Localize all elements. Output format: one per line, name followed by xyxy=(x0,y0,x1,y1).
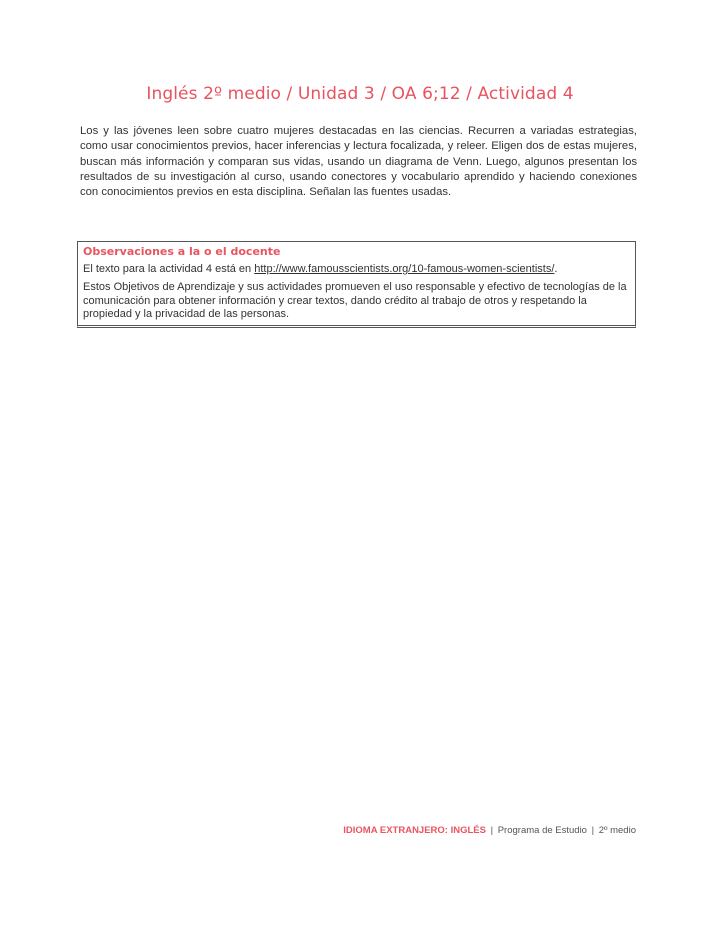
page-title: Inglés 2º medio / Unidad 3 / OA 6;12 / Actividad 4 xyxy=(146,84,574,104)
teacher-observations-box xyxy=(77,241,636,328)
footer-subject: IDIOMA EXTRANJERO: INGLÉS xyxy=(343,825,486,836)
footer-level: 2º medio xyxy=(598,825,636,836)
footer-program: Programa de Estudio xyxy=(497,825,587,836)
footer-separator: | xyxy=(490,825,494,836)
observations-title: Observaciones a la o el docente xyxy=(83,245,281,258)
page-footer xyxy=(343,825,636,836)
link-end-text: . xyxy=(554,263,558,275)
resource-link[interactable]: http://www.famousscientists.org/10-famous-women-scientists/ xyxy=(254,263,555,275)
link-intro-text: El texto para la actividad 4 está en xyxy=(83,263,255,275)
observations-link-line xyxy=(83,262,630,276)
observations-body: Estos Objetivos de Aprendizaje y sus actividades promueven el uso responsable y efectivo de tecnologías de la comunicación para obtener información y crear textos, dando crédito al trabajo de otros y respetando la propiedad y la privacidad de las personas. xyxy=(83,281,627,320)
activity-description: Los y las jóvenes leen sobre cuatro mujeres destacadas en las ciencias. Recurren a variadas estrategias, como usar conocimientos previos, hacer inferencias y lectura focalizada, y releer. Eligen dos de estas mujeres, buscan más información y comparan sus vidas, usando un diagrama de Venn. Luego, algunos presentan los resultados de su investigación al curso, usando conectores y vocabulario aprendido y haciendo conexiones con conocimientos previos en esta disciplina. Señalan las fuentes usadas. xyxy=(80,125,637,199)
footer-separator: | xyxy=(591,825,595,836)
